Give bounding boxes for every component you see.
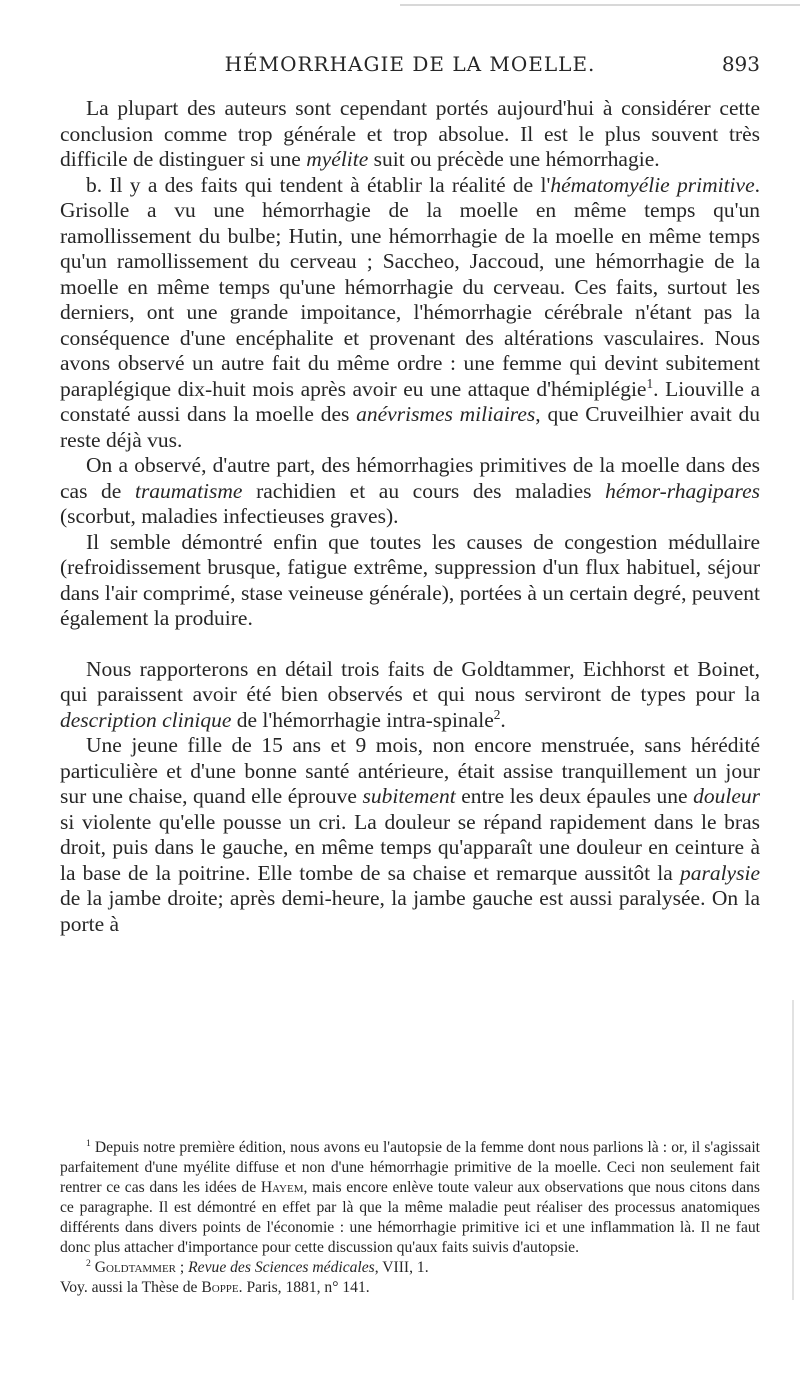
footnote-2: $^2$ Goldtammer ; Revue des Sciences médicales, VIII, 1. [86,1257,429,1276]
footnote-ref[interactable]: 2 [493,706,501,722]
paragraph: Nous rapporterons en détail trois faits de Goldtammer, Eichhorst et Boinet, qui paraissent avoir été bien observés et qui nous serviront de types pour la description clinique de l'hémorrhagie intra-spinale$^2$. [60,656,760,732]
paragraph: b. Il y a des faits qui tendent à établir la réalité de l'hématomyélie primitive. Grisolle a vu une hémorrhagie de la moelle en même temps qu'un ramollissement du bulbe; Hutin, une hémorrhagie de la moelle en même temps qu'un ramollissement du cerveau ; Saccheo, Jaccoud, une hémorrhagie de la moelle en même temps qu'une hémorrhagie du cerveau. Ces faits, surtout les derniers, ont une grande impoitance, l'hémorrhagie cérébrale n'étant pas la conséquence d'une encéphalite et provenant des altérations vasculaires. Nous avons observé un autre fait du même ordre : une femme qui devint subitement paraplégique dix-huit mois après avoir eu une attaque d'hémiplégie$^1$. Liouville a constaté aussi dans la moelle des anévrismes miliaires, que Cruveilhier avait du reste déjà vus. [60,172,760,452]
footnote-2-continued: Voy. aussi la Thèse de Boppe. Paris, 1881, n° 141. [60,1279,370,1296]
footnote-ref[interactable]: 1 [646,375,654,391]
paragraph: On a observé, d'autre part, des hémorrhagies primitives de la moelle dans des cas de traumatisme rachidien et au cours des maladies hémor-rhagipares (scorbut, maladies infectieuses graves). [60,453,760,528]
footnote-1: $^1$ Depuis notre première édition, nous avons eu l'autopsie de la femme dont nous parlions là : or, il s'agissait parfaitement d'une myélite diffuse et non d'une hémorrhagie primitive de la moelle. Ceci non seulement fait rentrer ce cas dans les idées de Hayem, mais encore enlève toute valeur aux observations que nous citons dans ce paragraphe. Il est démontré en effet par là que la même maladie peut réaliser des processus anatomiques différents dans divers points de l'économie : une hémorrhagie primitive ici et une inflammation là. Il ne faut donc plus attacher d'importance pour cette discussion qu'aux faits suivis d'autopsie. [60,1137,760,1256]
page-number: 893 [721,52,760,76]
paragraph: Il semble démontré enfin que toutes les causes de congestion médullaire (refroidissement brusque, fatigue extrême, suppression d'un flux habituel, séjour dans l'air comprimé, stase veineuse générale), portées à un certain degré, peuvent également la produire. [60,529,760,630]
main-text [60,96,760,937]
scan-edge-right [792,1000,794,1300]
running-header [60,50,760,80]
footnotes [60,1138,760,1298]
scan-edge-top [400,4,800,6]
paragraph: La plupart des auteurs sont cependant portés aujourd'hui à considérer cette conclusion comme trop générale et trop absolue. Il est le plus souvent très difficile de distinguer si une myélite suit ou précède une hémorrhagie. [60,96,760,171]
running-title: HÉMORRHAGIE DE LA MOELLE. [224,52,596,76]
paragraph: Une jeune fille de 15 ans et 9 mois, non encore menstruée, sans hérédité particulière et d'une bonne santé antérieure, était assise tranquillement un jour sur une chaise, quand elle éprouve subitement entre les deux épaules une douleur si violente qu'elle pousse un cri. La douleur se répand rapidement dans le bras droit, puis dans le gauche, en même temps qu'apparaît une douleur en ceinture à la base de la poitrine. Elle tombe de sa chaise et remarque aussitôt la paralysie de la jambe droite; après demi-heure, la jambe gauche est aussi paralysée. On la porte à [60,733,760,936]
